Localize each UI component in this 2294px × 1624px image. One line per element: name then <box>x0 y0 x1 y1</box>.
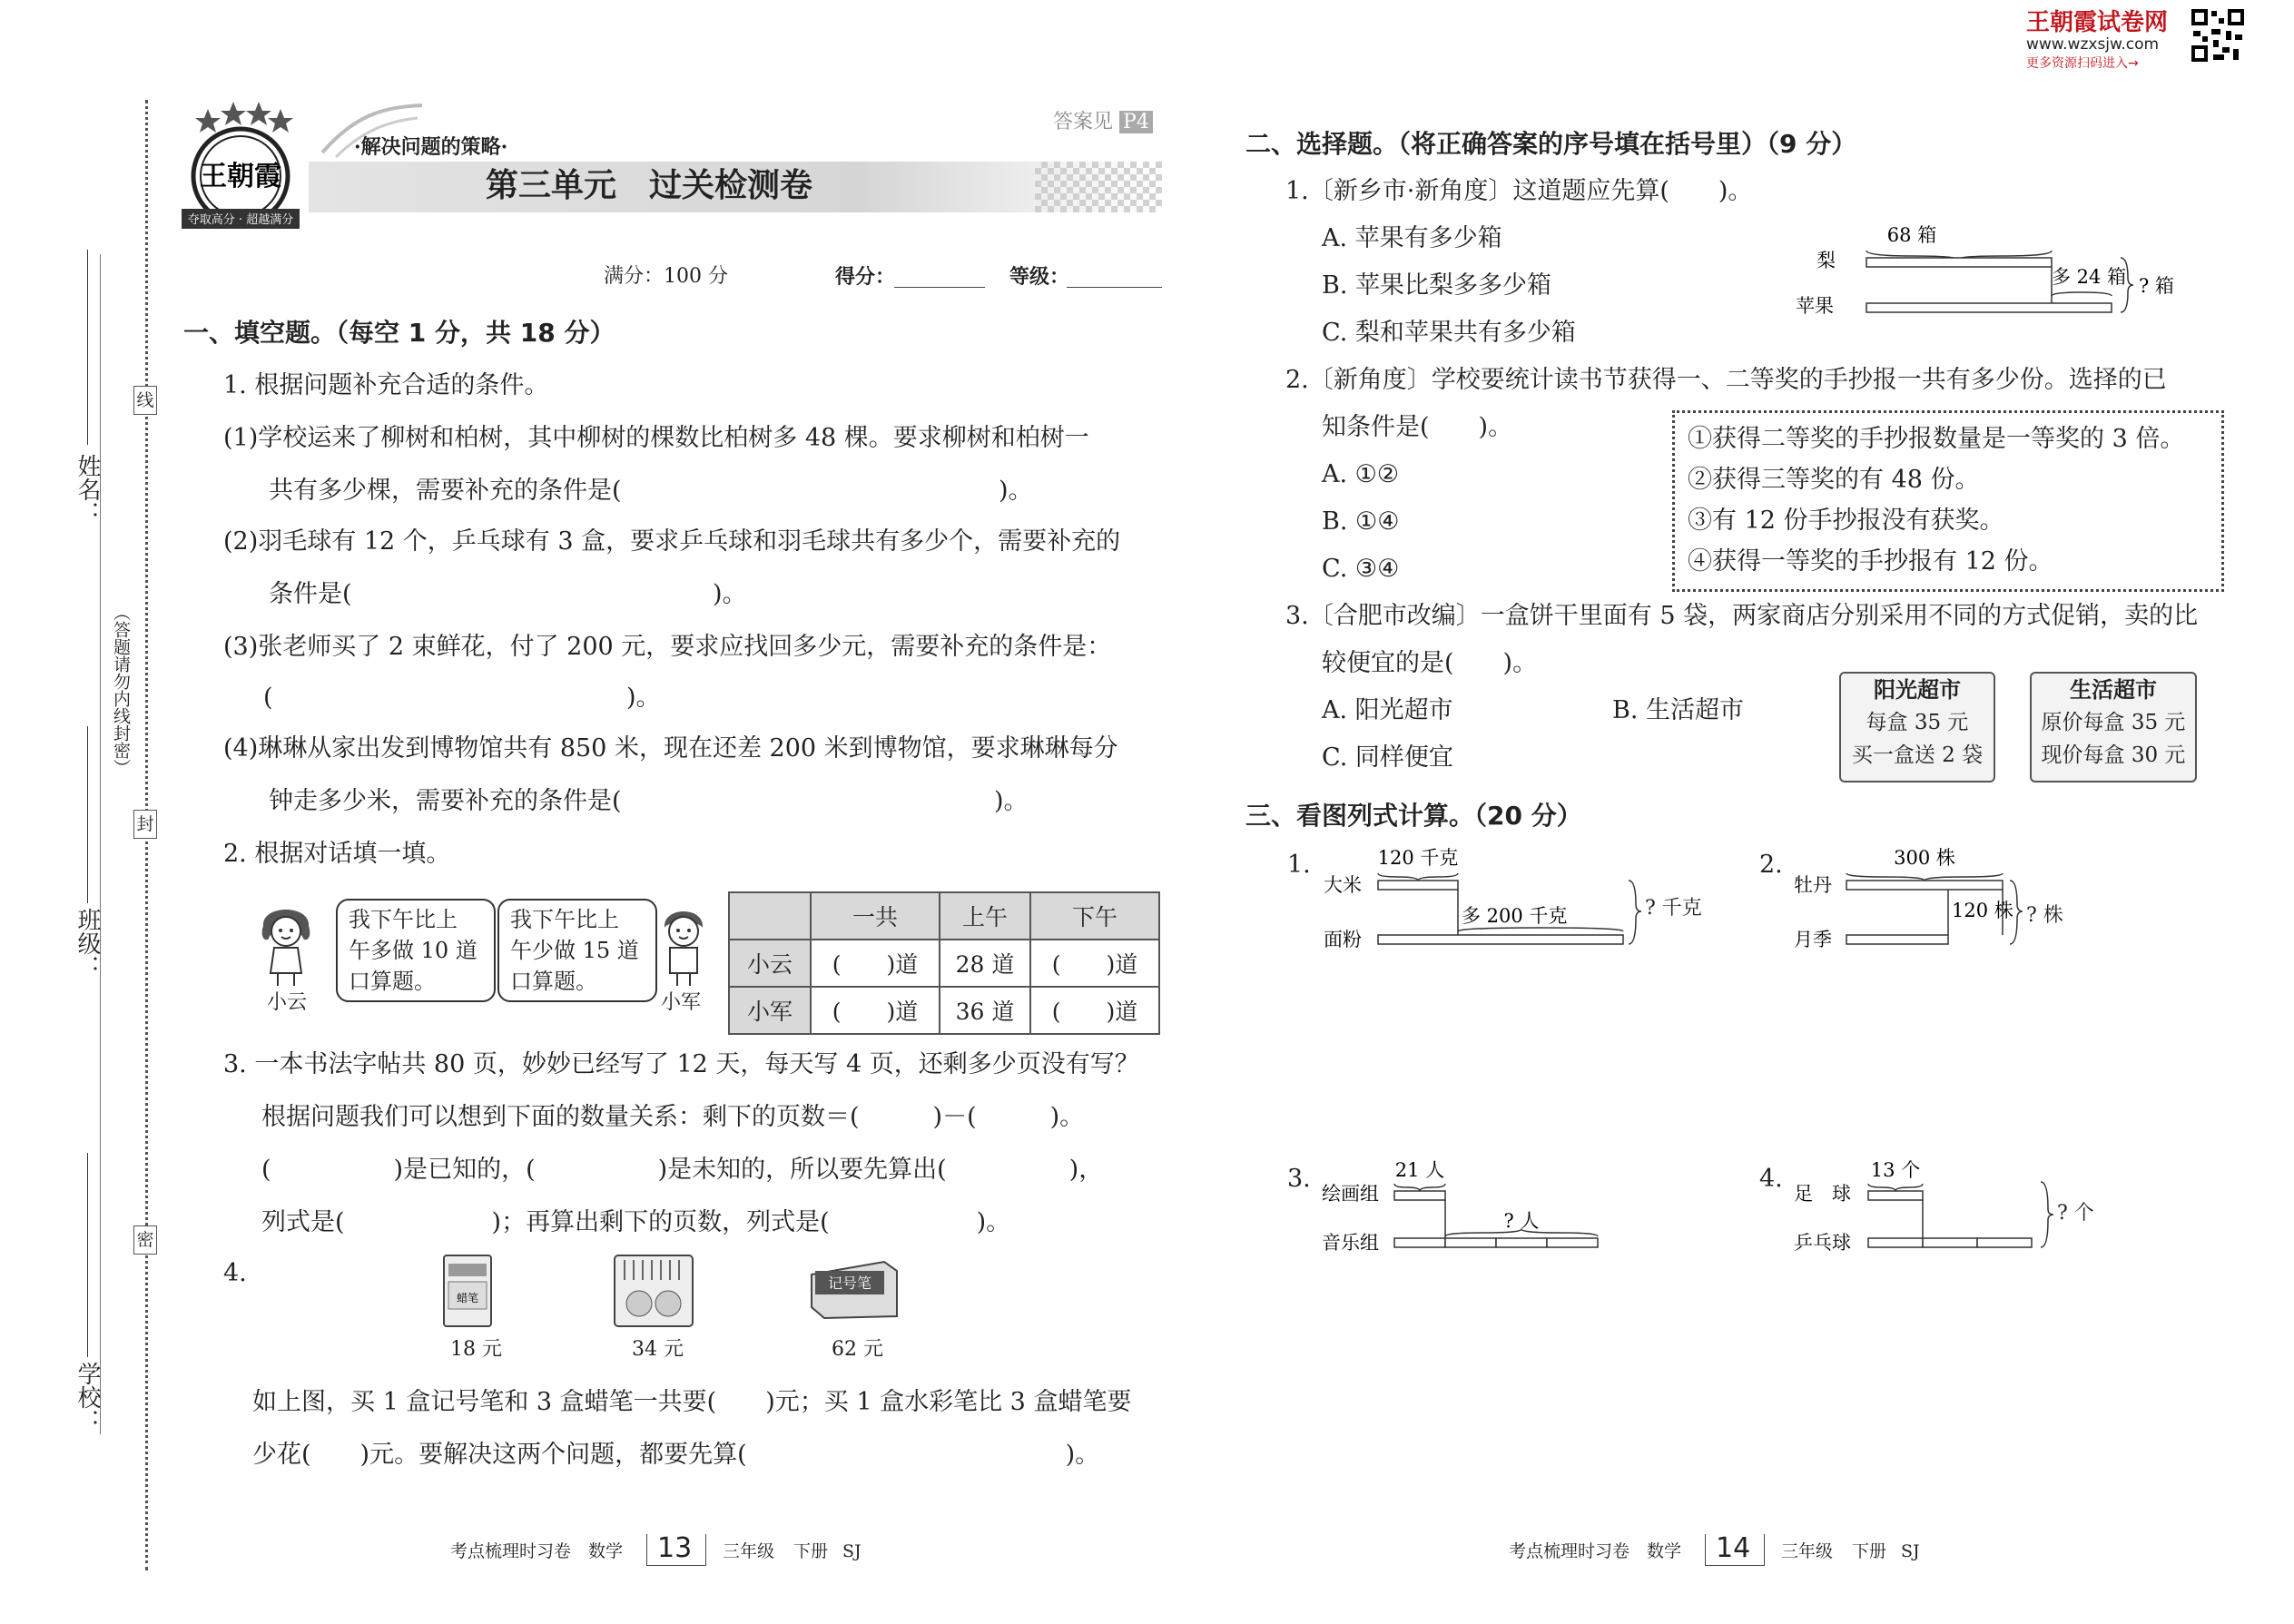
s2-q1-bar-diagram <box>1779 218 2197 327</box>
table-header-cell: 一共 <box>811 892 940 940</box>
s2-q2-stem2: 知条件是( )。 <box>1322 413 1513 441</box>
s1-q1-p1b: 共有多少棵，需要补充的条件是( <box>269 477 622 505</box>
svg-text:21 人: 21 人 <box>1394 1159 1445 1181</box>
table-row <box>729 987 1159 1034</box>
s3-d4-total: ? 个 <box>2057 1202 2094 1225</box>
footer-volume: 下册 <box>793 1541 829 1561</box>
page-number-bracket <box>1705 1534 1765 1566</box>
binding-solid-line <box>100 254 101 1434</box>
price-marker: 62 元 <box>832 1338 883 1361</box>
s2-q3-option-c[interactable]: C. 同样便宜 <box>1322 743 1453 772</box>
footer-subject: 数学 <box>588 1541 624 1561</box>
section3-heading: 三、看图列式计算。（20 分） <box>1245 801 1582 831</box>
svg-text:68 箱: 68 箱 <box>1886 224 1937 246</box>
promo-line: 买一盒送 2 袋 <box>1851 743 1984 767</box>
s1-q1-p4a: (4)琳琳从家出发到博物馆共有 850 米，现在还差 200 米到博物馆，要求琳琳每分 <box>223 734 1118 763</box>
svg-text:音乐组: 音乐组 <box>1322 1232 1379 1254</box>
s1-q4-l1: 如上图，买 1 盒记号笔和 3 盒蜡笔一共要( )元；买 1 盒水彩笔比 3 盒蜡笔要 <box>252 1388 1132 1416</box>
s1-q1-p1a: (1)学校运来了柳树和柏树，其中柳树的棵数比柏树多 48 棵。要求柳树和柏树一 <box>223 424 1089 452</box>
table-row <box>729 940 1159 987</box>
condition-4: ④获得一等奖的手抄报有 12 份。 <box>1688 547 2053 576</box>
qr-code-icon[interactable] <box>2190 7 2246 64</box>
footer-edition: SJ <box>1901 1541 1920 1561</box>
page-number-left: 13 <box>657 1532 693 1564</box>
answer-cell[interactable]: ( )道 <box>811 987 940 1034</box>
s2-q1-option-b[interactable]: B. 苹果比梨多多少箱 <box>1322 271 1552 300</box>
svg-text:多 200 千克: 多 200 千克 <box>1462 905 1568 927</box>
checker-decoration <box>1035 162 1162 212</box>
page-title: 第三单元 过关检测卷 <box>486 167 813 204</box>
answer-cell[interactable]: ( )道 <box>1030 987 1159 1034</box>
brand-logo <box>172 102 309 238</box>
condition-1: ①获得二等奖的手抄报数量是一等奖的 3 倍。 <box>1688 425 2185 453</box>
svg-text:乒乓球: 乒乓球 <box>1794 1232 1851 1254</box>
price-watercolor: 34 元 <box>632 1338 684 1361</box>
page-number-bracket <box>646 1534 706 1566</box>
score-label: 得分： <box>835 265 896 289</box>
answer-ref: 答案见 P4 <box>1053 107 1153 138</box>
svg-text:绘画组: 绘画组 <box>1322 1183 1379 1205</box>
name-label: 姓名： <box>74 454 101 525</box>
top-more: 更多资源扫码进入→ <box>2026 56 2139 71</box>
crayon-box-picture <box>441 1253 494 1329</box>
svg-text:苹果: 苹果 <box>1796 295 1834 317</box>
s3-d1-bar-diagram <box>1307 844 1670 962</box>
s2-q2-option-c[interactable]: C. ③④ <box>1322 555 1400 583</box>
name-xiaoyun: 小云 <box>267 991 308 1014</box>
table-cell: 36 道 <box>940 987 1030 1034</box>
s1-q1-p2b-end: )。 <box>713 580 747 608</box>
footer-edition: SJ <box>842 1541 861 1561</box>
footer-series: 考点梳理时习卷 <box>1509 1541 1630 1561</box>
speech-bubble-xiaojun: 我下午比上 午少做 15 道 口算题。 <box>497 899 657 1002</box>
footer-grade: 三年级 <box>1781 1541 1834 1561</box>
s3-d2-num: 2. <box>1759 851 1783 879</box>
s2-q1-option-c[interactable]: C. 梨和苹果共有多少箱 <box>1322 319 1576 347</box>
seal-note: （答题请勿内线封密） <box>111 604 131 776</box>
svg-text:多 24 箱: 多 24 箱 <box>2052 266 2127 288</box>
s2-q3-option-a[interactable]: A. 阳光超市 <box>1322 696 1453 724</box>
s1-q4-num: 4. <box>223 1259 247 1287</box>
table-header-cell: 下午 <box>1030 892 1159 940</box>
svg-text:大米: 大米 <box>1324 874 1362 896</box>
condition-3: ③有 12 份手抄报没有获奖。 <box>1688 507 2004 535</box>
table-header-cell <box>729 892 811 940</box>
class-field[interactable] <box>87 726 88 903</box>
logo-text: 王朝霞 <box>200 161 281 192</box>
svg-text:300 株: 300 株 <box>1894 847 1955 869</box>
s1-q3-l3: ( )是已知的，( )是未知的，所以要先算出( )， <box>261 1156 1104 1184</box>
s2-q2-stem: 2.〔新角度〕学校要统计读书节获得一、二等奖的手抄报一共有多少份。选择的已 <box>1285 366 2167 394</box>
answer-cell[interactable]: ( )道 <box>1030 940 1159 987</box>
s3-d4-num: 4. <box>1759 1165 1783 1193</box>
footer-subject: 数学 <box>1647 1541 1682 1561</box>
speech-bubble-xiaoyun: 我下午比上 午多做 10 道 口算题。 <box>336 899 496 1002</box>
svg-text:120 千克: 120 千克 <box>1377 847 1459 869</box>
promo-card-yangguang <box>1839 672 1995 782</box>
promo-card-shenghuo <box>2030 672 2197 782</box>
girl-xiaoyun-figure <box>256 901 316 988</box>
s1-q3-l1: 3. 一本书法字帖共 80 页，妙妙已经写了 12 天，每天写 4 页，还剩多少页没有写？ <box>223 1050 1139 1078</box>
promo-title: 阳光超市 <box>1874 677 1961 703</box>
s3-d1-num: 1. <box>1287 851 1311 879</box>
svg-text:牡丹: 牡丹 <box>1794 874 1832 896</box>
logo-banner: 夺取高分 · 超越满分 <box>187 213 294 227</box>
footer-right <box>1509 1532 1926 1569</box>
svg-text:梨: 梨 <box>1816 250 1836 271</box>
svg-text:蜡笔: 蜡笔 <box>456 1292 479 1304</box>
svg-text:记号笔: 记号笔 <box>827 1275 872 1292</box>
s2-q1-option-a[interactable]: A. 苹果有多少箱 <box>1322 224 1502 252</box>
seal-mark: 封 <box>133 810 157 839</box>
s1-q4-l2: 少花( )元。要解决这两个问题，都要先算( )。 <box>252 1441 1100 1469</box>
promo-title: 生活超市 <box>2070 677 2157 703</box>
top-url: www.wzxsjw.com <box>2026 35 2160 54</box>
table-cell: 28 道 <box>940 940 1030 987</box>
s1-q1-p3a: (3)张老师买了 2 束鲜花，付了 200 元，要求应找回多少元，需要补充的条件是： <box>223 633 1112 661</box>
s1-q1-p3b-end: )。 <box>626 684 661 712</box>
s1-q1-stem: 1. 根据问题补充合适的条件。 <box>223 371 549 399</box>
s1-q2-stem: 2. 根据对话填一填。 <box>223 840 451 868</box>
table-header-row <box>729 892 1159 940</box>
grade-label: 等级： <box>1009 265 1070 289</box>
s2-q2-option-b[interactable]: B. ①④ <box>1322 507 1400 536</box>
s3-d3-bar-diagram <box>1307 1158 1652 1258</box>
fold-mark: 线 <box>133 386 157 415</box>
promo-line: 原价每盒 35 元 <box>2041 711 2186 734</box>
svg-text:月季: 月季 <box>1794 929 1832 950</box>
s1-q1-p1b-end: )。 <box>999 477 1033 505</box>
s1-q1-p3b: ( <box>263 684 273 712</box>
price-crayon: 18 元 <box>450 1338 502 1361</box>
s1-q3-l4: 列式是( )；再算出剩下的页数，列式是( )。 <box>261 1208 1011 1236</box>
top-brand: 王朝霞试卷网 <box>2026 9 2169 36</box>
grade-field[interactable] <box>1067 287 1162 288</box>
s3-d1-total: ? 千克 <box>1645 897 1702 920</box>
school-label: 学校： <box>74 1362 101 1432</box>
promo-line: 每盒 35 元 <box>1866 711 1969 734</box>
s3-d2-bar-diagram <box>1779 844 2124 962</box>
marker-pen-box-picture <box>808 1258 901 1322</box>
section1-heading: 一、填空题。（每空 1 分，共 18 分） <box>183 318 615 348</box>
table-row-header: 小云 <box>729 940 811 987</box>
s3-d2-total: ? 株 <box>2026 904 2063 927</box>
class-label: 班级： <box>74 908 101 979</box>
svg-text:足 球: 足 球 <box>1794 1183 1851 1205</box>
school-field[interactable] <box>87 1153 88 1357</box>
page-number-right: 14 <box>1716 1532 1751 1564</box>
score-field[interactable] <box>894 287 985 288</box>
s1-q1-p2b: 条件是( <box>269 580 352 608</box>
footer-volume: 下册 <box>1852 1541 1887 1561</box>
full-score: 满分：100 分 <box>604 265 728 288</box>
s2-q1-stem: 1.〔新乡市·新角度〕这道题应先算( )。 <box>1285 177 1753 205</box>
dense-mark: 密 <box>133 1225 157 1255</box>
s1-q1-p4b-end: )。 <box>994 787 1029 815</box>
s1-q1-p4b: 钟走多少米，需要补充的条件是( <box>269 787 622 815</box>
s2-q2-option-a[interactable]: A. ①② <box>1322 460 1400 488</box>
s2-q3-stem: 3.〔合肥市改编〕一盒饼干里面有 5 袋，两家商店分别采用不同的方式促销，卖的比 <box>1285 602 2199 630</box>
promo-line: 现价每盒 30 元 <box>2041 743 2186 767</box>
footer-grade: 三年级 <box>723 1541 775 1561</box>
section2-heading: 二、选择题。（将正确答案的序号填在括号里）（9 分） <box>1245 129 1857 159</box>
svg-text:? 箱: ? 箱 <box>2139 275 2174 297</box>
conditions-box <box>1672 410 2224 592</box>
dialogue-table <box>728 891 1160 1035</box>
footer-left <box>450 1532 868 1569</box>
s1-q3-l2: 根据问题我们可以想到下面的数量关系：剩下的页数＝( )－( )。 <box>261 1103 1085 1131</box>
s2-q3-option-b[interactable]: B. 生活超市 <box>1612 696 1745 724</box>
table-header-cell: 上午 <box>940 892 1030 940</box>
name-xiaojun: 小军 <box>661 991 702 1014</box>
svg-text:120 株: 120 株 <box>1952 900 2013 921</box>
s3-d3-num: 3. <box>1287 1165 1311 1193</box>
svg-text:面粉: 面粉 <box>1324 929 1362 950</box>
svg-text:13 个: 13 个 <box>1870 1159 1921 1181</box>
table-row-header: 小军 <box>729 987 811 1034</box>
s2-q3-stem2: 较便宜的是( )。 <box>1322 649 1538 677</box>
footer-series: 考点梳理时习卷 <box>450 1541 572 1561</box>
watercolor-pen-box-picture <box>612 1253 695 1329</box>
name-field[interactable] <box>87 250 88 445</box>
s1-q1-p2a: (2)羽毛球有 12 个，乒乓球有 3 盒，要求乒乓球和羽毛球共有多少个，需要补充的 <box>223 527 1121 556</box>
strategy-label: ·解决问题的策略· <box>354 135 508 159</box>
boy-xiaojun-figure <box>654 901 714 988</box>
condition-2: ②获得三等奖的有 48 份。 <box>1688 466 1980 494</box>
svg-text:? 人: ? 人 <box>1503 1210 1540 1232</box>
answer-cell[interactable]: ( )道 <box>811 940 940 987</box>
